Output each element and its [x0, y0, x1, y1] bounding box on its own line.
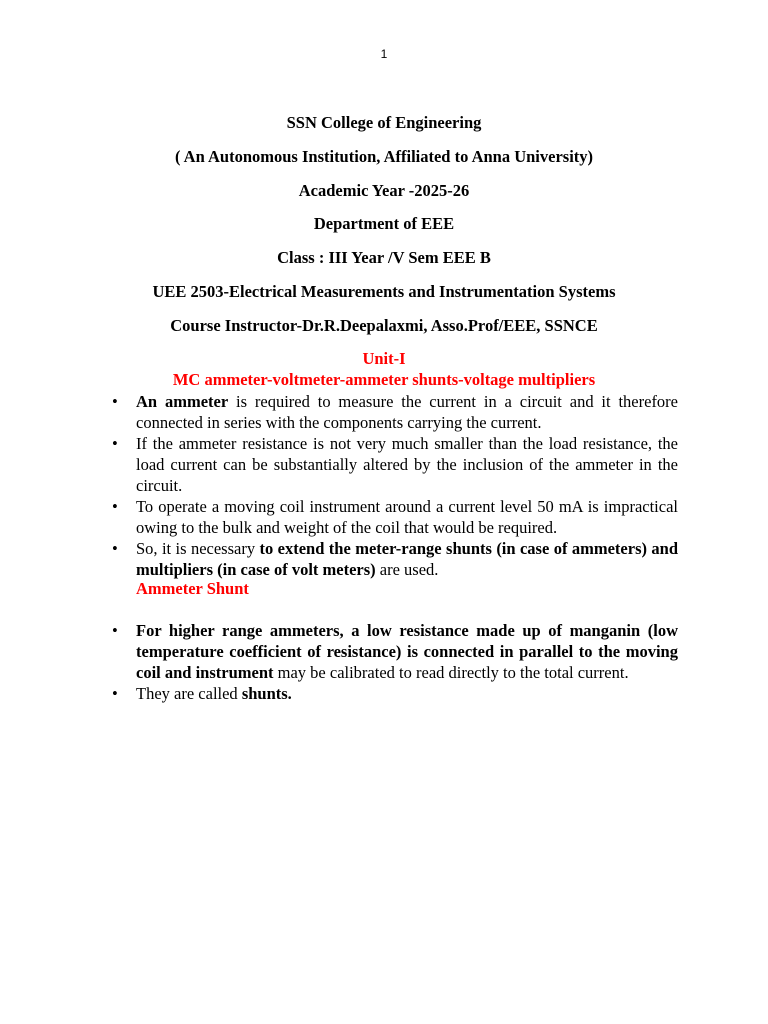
class-info: Class : III Year /V Sem EEE B [277, 248, 491, 267]
bullet-icon: • [112, 497, 118, 516]
bullet-text: are used. [375, 560, 439, 579]
bullet-text: So, it is necessary [136, 539, 260, 558]
unit-subtitle: MC ammeter-voltmeter-ammeter shunts-voltage multipliers [172, 370, 596, 389]
bold-term: An ammeter [136, 392, 229, 411]
bold-term: to extend the meter-range shunts (in case of ammeters) and multipliers (in case of volt meters) [136, 539, 678, 579]
bullet-icon: • [112, 621, 118, 640]
bullet-text: If the ammeter resistance is not very much smaller than the load resistance, the load current can be substantially altered by the inclusion of the ammeter in the circuit. [136, 434, 678, 495]
bullet-icon: • [112, 684, 118, 703]
affiliation: ( An Autonomous Institution, Affiliated to Anna University) [174, 147, 594, 166]
course-title: UEE 2503-Electrical Measurements and Instrumentation Systems [152, 282, 616, 301]
bullet-text: They are called [136, 684, 242, 703]
bold-term: For higher range ammeters, a low resistance made up of manganin (low temperature coefficient of resistance) is connected in parallel to the moving coil and instrument [136, 621, 678, 682]
list-item [112, 391, 678, 433]
page-number: 1 [380, 47, 388, 61]
bullet-icon: • [112, 392, 118, 411]
ammeter-shunt-heading: Ammeter Shunt [136, 579, 249, 598]
department: Department of EEE [313, 214, 455, 233]
bullet-icon: • [112, 434, 118, 453]
bullet-list-shunt [112, 620, 678, 704]
college-name: SSN College of Engineering [286, 113, 482, 132]
list-item [112, 620, 678, 683]
bullet-list-intro [112, 391, 678, 580]
list-item [112, 496, 678, 538]
bullet-text: is required to measure the current in a circuit and it therefore connected in series with the components carrying the current. [136, 392, 679, 432]
unit-title: Unit-I [362, 349, 406, 368]
list-item [112, 683, 678, 704]
academic-year: Academic Year -2025-26 [298, 181, 470, 200]
list-item [112, 538, 678, 580]
course-instructor: Course Instructor-Dr.R.Deepalaxmi, Asso.Prof/EEE, SSNCE [170, 316, 598, 335]
bullet-icon: • [112, 539, 118, 558]
list-item [112, 433, 678, 496]
bullet-text: may be calibrated to read directly to the total current. [273, 663, 629, 682]
bullet-text: To operate a moving coil instrument around a current level 50 mA is impractical owing to the bulk and weight of the coil that would be required. [136, 497, 678, 537]
bold-term: shunts. [241, 684, 292, 703]
